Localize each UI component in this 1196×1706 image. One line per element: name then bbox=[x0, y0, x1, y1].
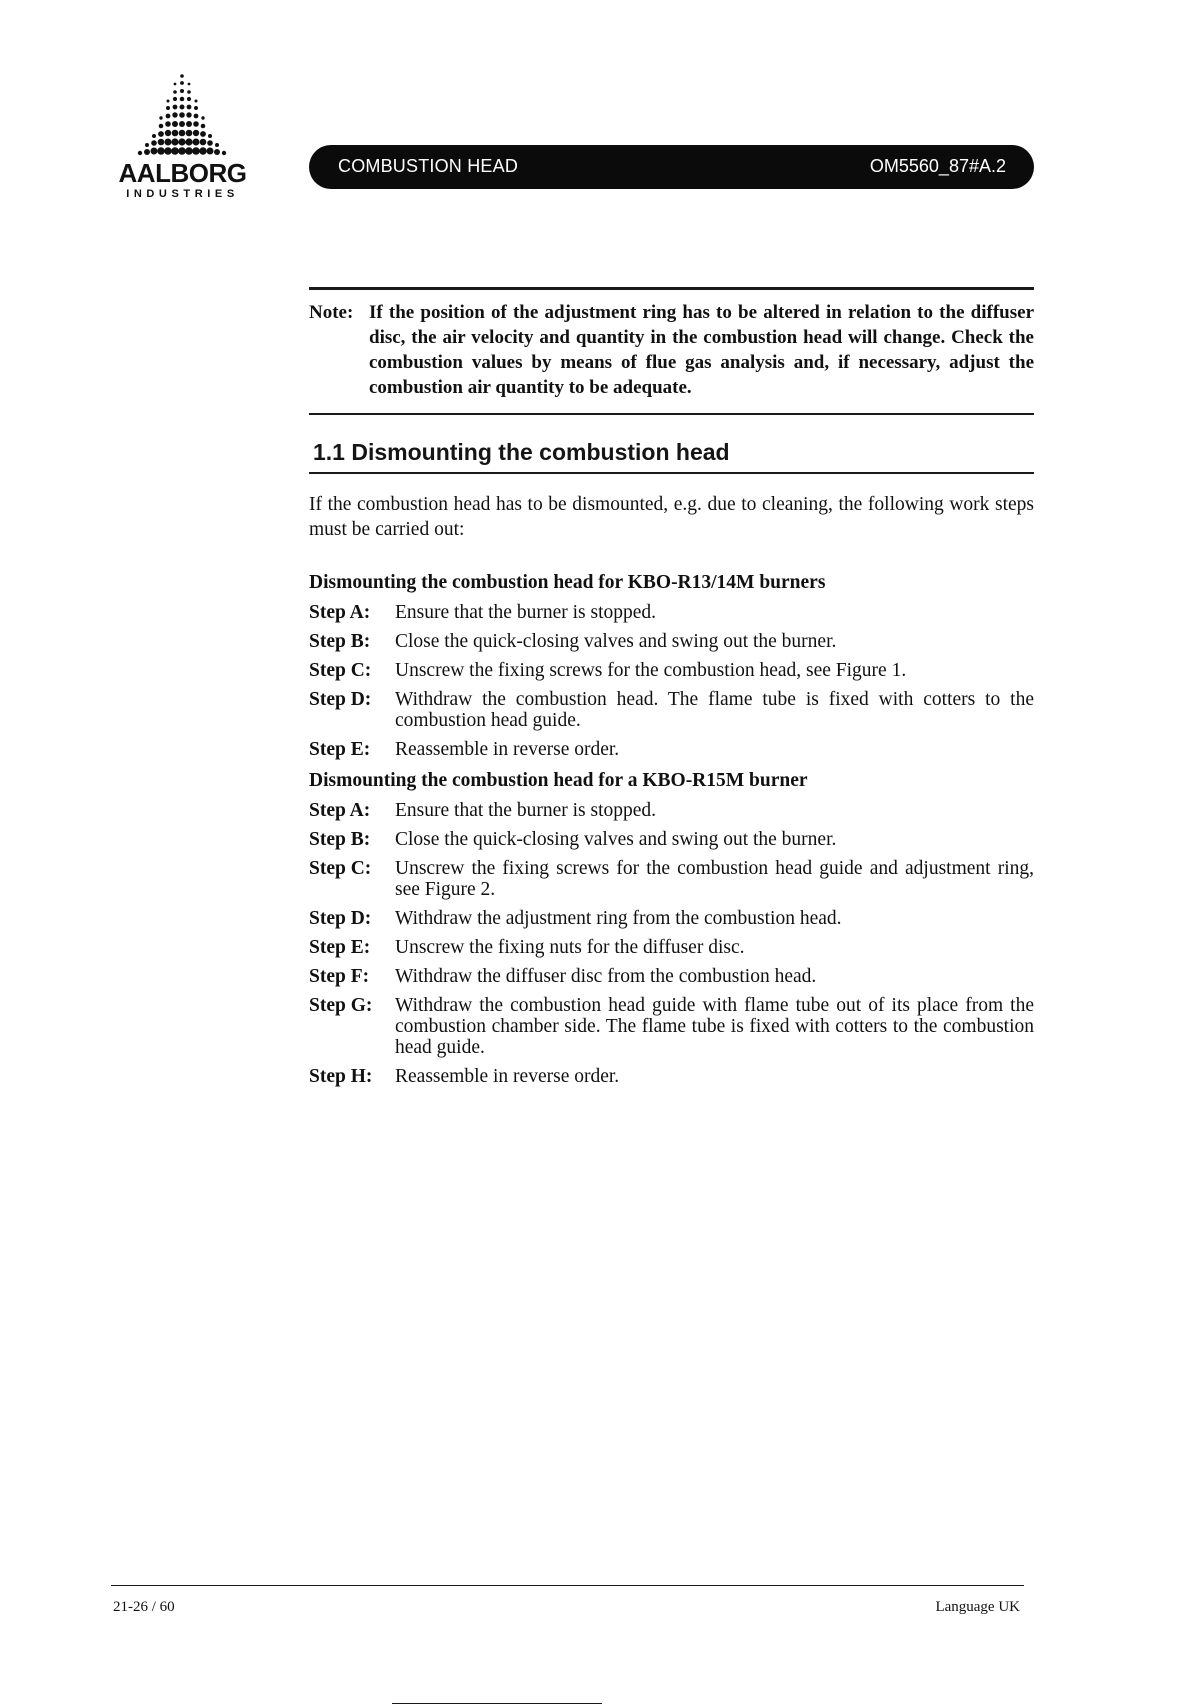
step-item bbox=[309, 829, 1034, 850]
step-item bbox=[309, 966, 1034, 987]
step-item bbox=[309, 602, 1034, 623]
header-doc-code: OM5560_87#A.2 bbox=[869, 156, 1006, 176]
note-label: Note: bbox=[309, 302, 354, 323]
step-label: Step C: bbox=[309, 660, 372, 681]
note-bottom-rule bbox=[309, 413, 1034, 415]
note-block bbox=[309, 300, 1034, 400]
step-item bbox=[309, 631, 1034, 652]
step-item bbox=[309, 937, 1034, 958]
header-section-label: COMBUSTION HEAD bbox=[338, 156, 519, 176]
step-item bbox=[309, 995, 1034, 1058]
step-text: Reassemble in reverse order. bbox=[395, 739, 620, 760]
step-label: Step D: bbox=[309, 689, 372, 710]
step-item bbox=[309, 858, 1034, 900]
brand-subtitle: INDUSTRIES bbox=[126, 188, 239, 200]
page-number: 21-26 / 60 bbox=[113, 1599, 175, 1615]
step-label: Step D: bbox=[309, 908, 372, 929]
section-intro: If the combustion head has to be dismounted, e.g. due to cleaning, the following work steps must be carried out: bbox=[309, 494, 1034, 540]
procedure-heading: Dismounting the combustion head for a KBO-R15M burner bbox=[309, 770, 808, 791]
step-text: Withdraw the combustion head. The flame tube is fixed with cotters to the combustion head guide. bbox=[395, 689, 1034, 731]
step-item bbox=[309, 908, 1034, 929]
step-item bbox=[309, 800, 1034, 821]
step-text: Withdraw the adjustment ring from the combustion head. bbox=[395, 908, 842, 929]
bottom-edge-rule bbox=[392, 1703, 602, 1704]
procedure-steps bbox=[309, 800, 1034, 1095]
step-text: Ensure that the burner is stopped. bbox=[395, 800, 657, 821]
step-label: Step A: bbox=[309, 602, 371, 623]
procedure-heading: Dismounting the combustion head for KBO-R13/14M burners bbox=[309, 572, 826, 593]
step-text: Unscrew the fixing screws for the combustion head guide and adjustment ring, see Figure 2. bbox=[395, 858, 1034, 900]
step-text: Unscrew the fixing screws for the combustion head, see Figure 1. bbox=[395, 660, 907, 681]
step-label: Step B: bbox=[309, 631, 371, 652]
footer-language: Language UK bbox=[935, 1599, 1020, 1615]
step-item bbox=[309, 660, 1034, 681]
company-logo bbox=[115, 72, 250, 202]
step-text: Ensure that the burner is stopped. bbox=[395, 602, 657, 623]
step-label: Step H: bbox=[309, 1066, 373, 1087]
step-text: Close the quick-closing valves and swing out the burner. bbox=[395, 631, 837, 652]
step-item bbox=[309, 1066, 1034, 1087]
step-text: Reassemble in reverse order. bbox=[395, 1066, 620, 1087]
procedure-steps bbox=[309, 602, 1034, 768]
header-bar bbox=[309, 145, 1034, 189]
step-label: Step G: bbox=[309, 995, 373, 1016]
section-title: 1.1 Dismounting the combustion head bbox=[313, 439, 730, 465]
step-text: Close the quick-closing valves and swing out the burner. bbox=[395, 829, 837, 850]
step-item bbox=[309, 689, 1034, 731]
footer-rule bbox=[111, 1585, 1024, 1586]
step-text: Withdraw the combustion head guide with flame tube out of its place from the combustion chamber side. The flame tube is fixed with cotters to the combustion head guide. bbox=[395, 995, 1034, 1058]
step-label: Step B: bbox=[309, 829, 371, 850]
brand-name: AALBORG bbox=[118, 158, 247, 188]
step-label: Step E: bbox=[309, 937, 371, 958]
step-item bbox=[309, 739, 1034, 760]
step-label: Step E: bbox=[309, 739, 371, 760]
note-top-rule bbox=[309, 287, 1034, 290]
section-title-rule bbox=[309, 472, 1034, 474]
logo-dots-icon bbox=[115, 72, 250, 158]
step-label: Step A: bbox=[309, 800, 371, 821]
step-label: Step F: bbox=[309, 966, 370, 987]
note-text: If the position of the adjustment ring has to be altered in relation to the diffuser disc, the air velocity and quantity in the combustion head will change. Check the combustion values by means of flue gas analysis and, if necessary, adjust the combustion air quantity to be adequate. bbox=[369, 302, 1034, 398]
step-text: Withdraw the diffuser disc from the combustion head. bbox=[395, 966, 817, 987]
step-text: Unscrew the fixing nuts for the diffuser disc. bbox=[395, 937, 745, 958]
step-label: Step C: bbox=[309, 858, 372, 879]
